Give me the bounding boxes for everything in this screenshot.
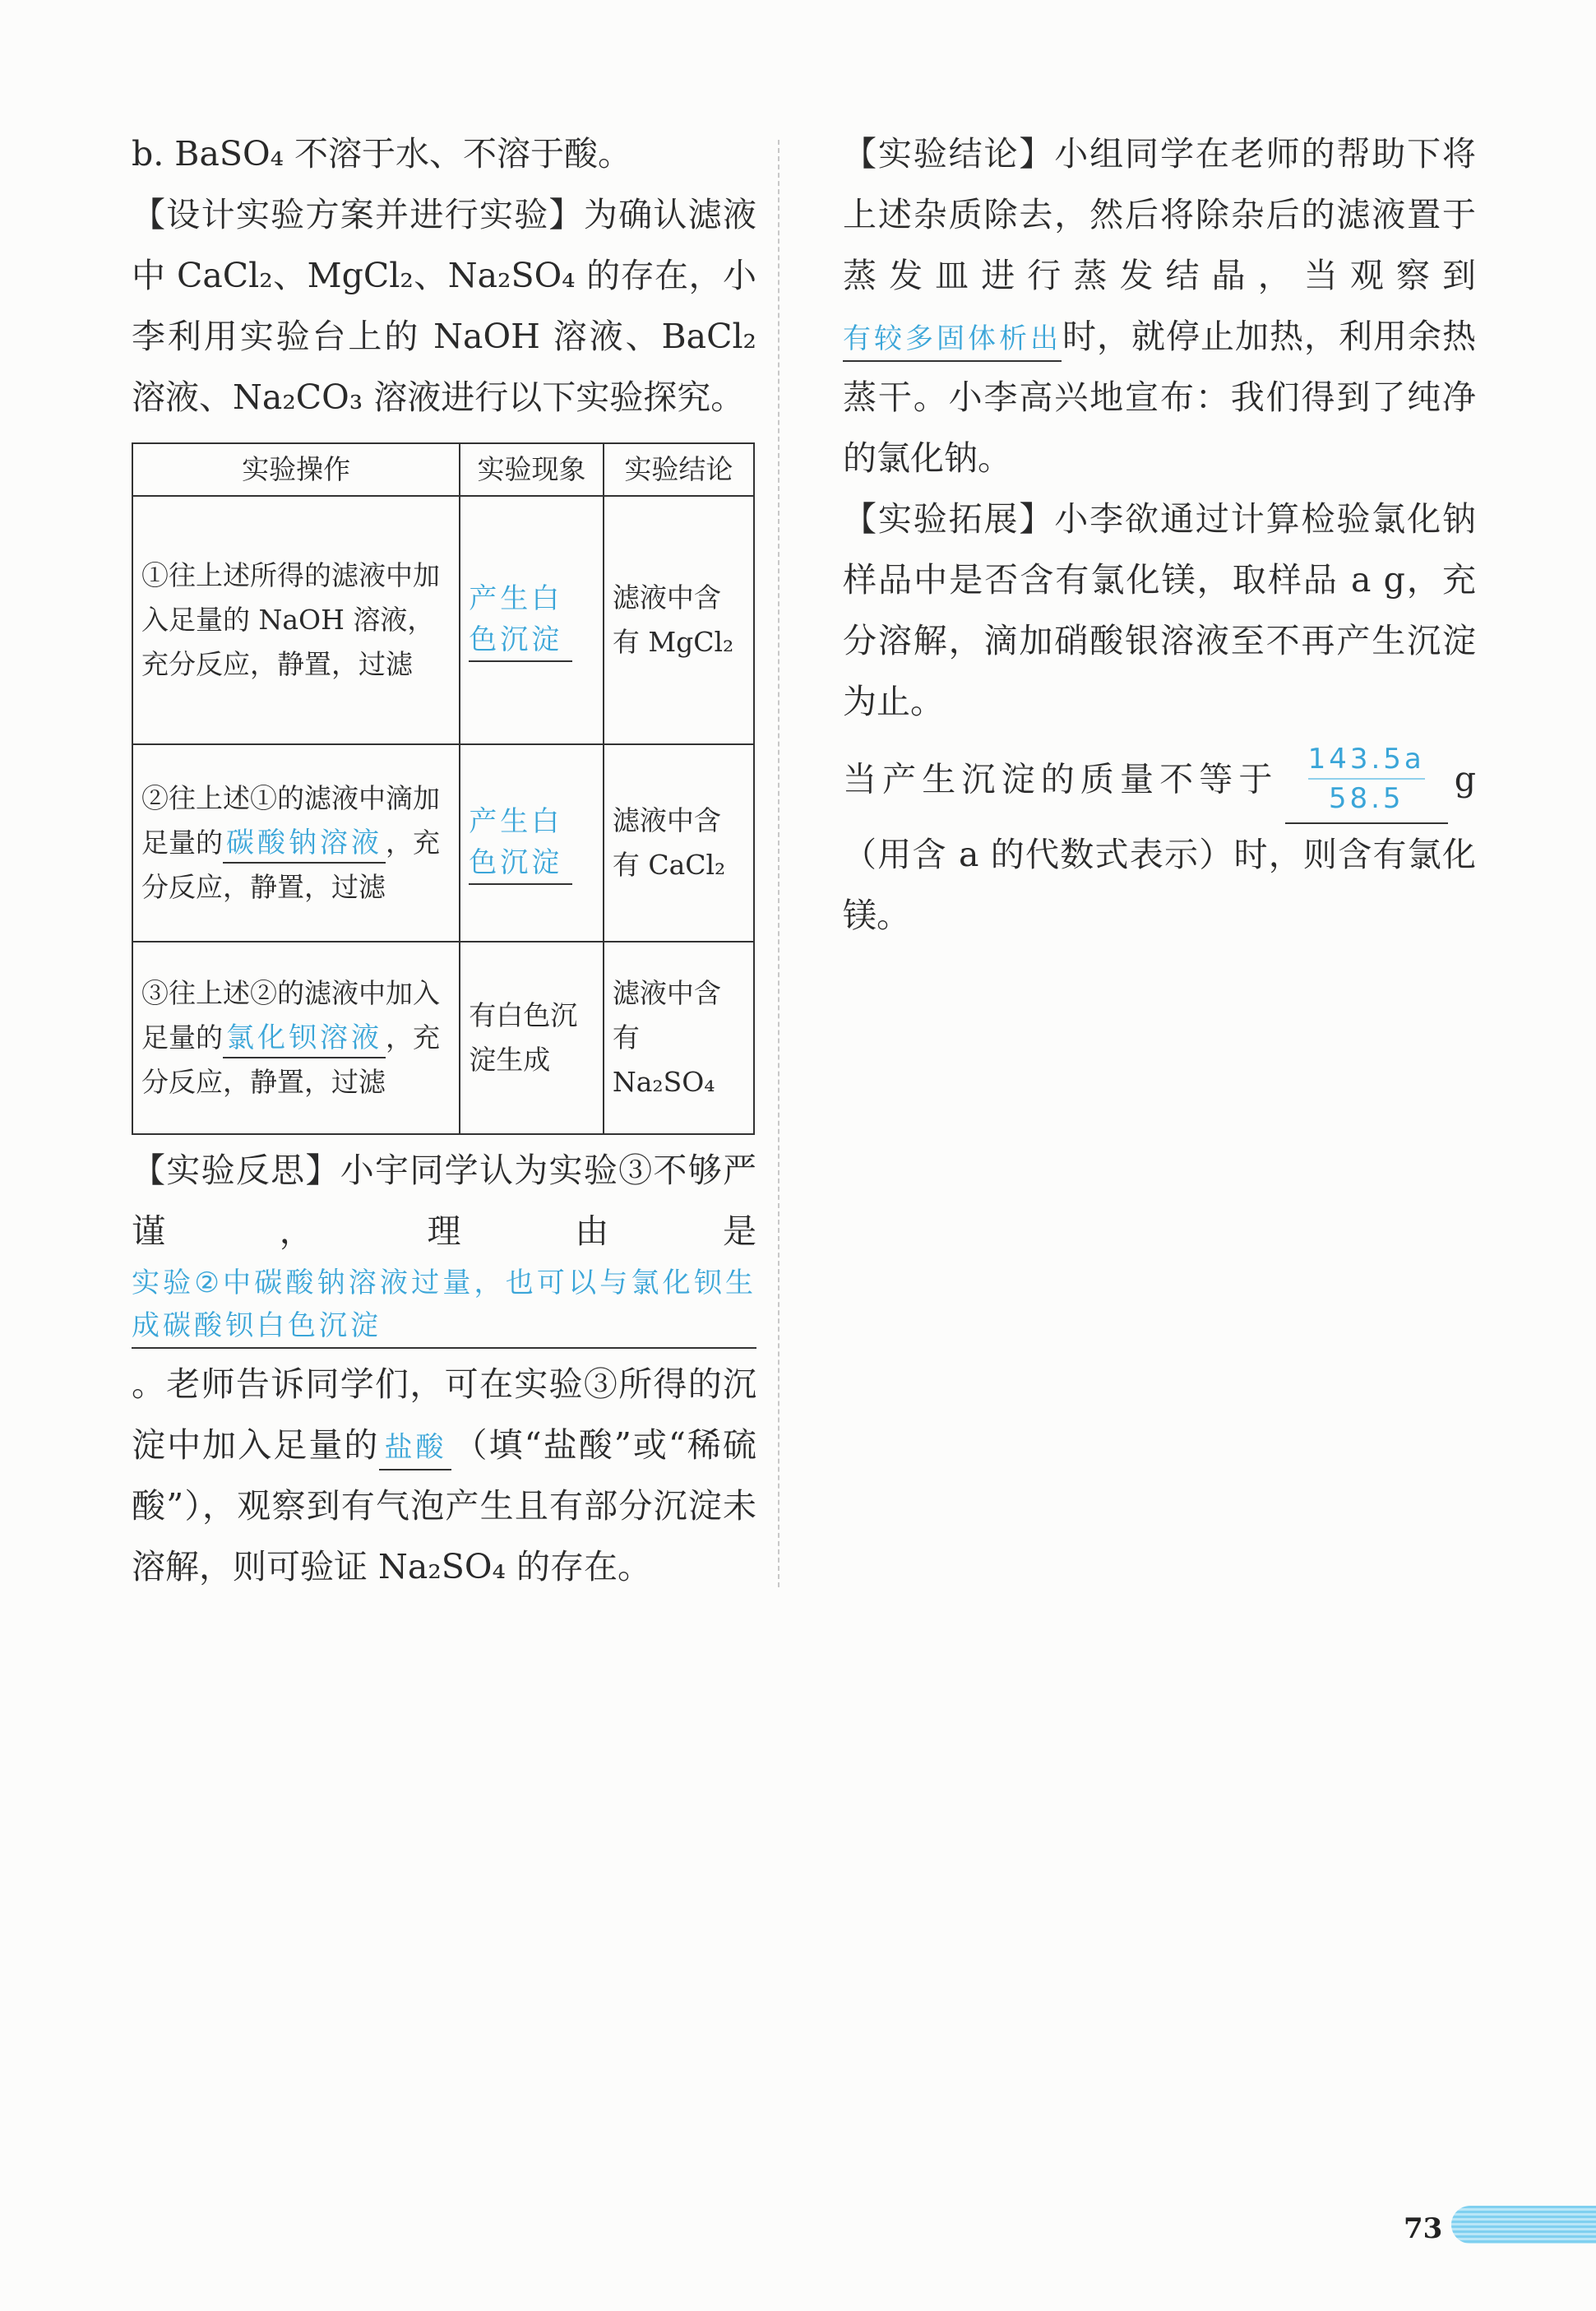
row2-operation-post: ，充分反应，静置，过滤 [141,827,440,903]
row1-phenomenon [460,496,604,744]
page-tab-decoration [1451,2206,1596,2244]
design-paragraph [132,184,756,428]
conclusion-paragraph [843,123,1476,489]
right-column [843,123,1476,946]
reflect-text-3: （填“盐酸”或“稀硫酸”），观察到有气泡产生且有部分沉淀未溶解，则可验证 Na₂SO₄ 的存在。 [132,1425,757,1586]
extend-heading: 【实验拓展】 [843,499,1055,539]
row2-phenomenon-answer: 产生白色沉淀 [469,801,572,885]
row3-operation [132,942,460,1134]
conclusion-text-1: 小组同学在老师的帮助下将上述杂质除去，然后将除杂后的滤液置于蒸发皿进行蒸发结晶，当观察到 [843,134,1477,295]
fraction-numerator: 143.5a [1308,740,1425,780]
header-operation: 实验操作 [132,443,460,496]
row3-operation-pre: ③往上述②的滤液中加入足量的 [141,977,440,1054]
row1-conclusion: 滤液中含有 MgCl₂ [604,496,754,744]
header-conclusion: 实验结论 [604,443,754,496]
row3-operation-post: ，充分反应，静置，过滤 [141,1021,440,1098]
table-row [132,942,754,1134]
row2-operation-answer: 碳酸钠溶液 [223,824,386,864]
row2-operation [132,744,460,942]
note-b: b. BaSO₄ 不溶于水、不溶于酸。 [132,134,632,174]
extend-formula-line [843,740,1476,946]
extend-text-2: 当产生沉淀的质量不等于 [843,759,1279,799]
reflect-heading: 【实验反思】 [132,1151,340,1190]
reflect-answer-2: 盐酸 [379,1426,451,1470]
experiment-table [132,442,755,1135]
row1-operation: ①往上述所得的滤液中加入足量的 NaOH 溶液，充分反应，静置，过滤 [132,496,460,744]
header-phenomenon: 实验现象 [460,443,604,496]
answer-fraction [1285,740,1448,824]
extend-paragraph [843,489,1476,732]
conclusion-text-2: 时，就停止加热，利用余热蒸干。小李高兴地宣布：我们得到了纯净的氯化钠。 [843,317,1476,478]
column-divider [778,140,779,1587]
row2-operation-pre: ②往上述①的滤液中滴加足量的 [141,782,440,859]
reflect-text-1: 小宇同学认为实验③不够严谨，理由是 [132,1151,756,1251]
row3-operation-answer: 氯化钡溶液 [223,1019,386,1058]
row2-conclusion: 滤液中含有 CaCl₂ [604,744,754,942]
left-column [132,123,756,1597]
extend-text-1: 小李欲通过计算检验氯化钠样品中是否含有氯化镁，取样品 a g，充分溶解，滴加硝酸银溶液至不再产生沉淀为止。 [843,499,1477,721]
design-heading: 【设计实验方案并进行实验】 [132,195,584,234]
conclusion-heading: 【实验结论】 [843,134,1055,174]
reflect-text-2: 。老师告诉同学们，可在实验③所得的沉淀中加入足量的 [132,1364,756,1465]
row1-phenomenon-answer: 产生白色沉淀 [469,578,572,662]
row3-conclusion: 滤液中含有 Na₂SO₄ [604,942,754,1134]
page-number: 73 [1404,2212,1443,2245]
table-header-row [132,443,754,496]
fraction-denominator: 58.5 [1328,782,1404,815]
row2-phenomenon [460,744,604,942]
reflect-answer-1: 实验②中碳酸钠溶液过量，也可以与氯化钡生成碳酸钡白色沉淀 [132,1262,756,1349]
reflect-paragraph [132,1140,756,1597]
extend-text-3: g（用含 a 的代数式表示）时，则含有氯化镁。 [843,759,1476,935]
row3-phenomenon: 有白色沉淀生成 [460,942,604,1134]
table-row [132,496,754,744]
design-text: 为确认滤液中 CaCl₂、MgCl₂、Na₂SO₄ 的存在，小李利用实验台上的 NaOH 溶液、BaCl₂ 溶液、Na₂CO₃ 溶液进行以下实验探究。 [132,195,757,417]
conclusion-answer: 有较多固体析出 [843,317,1062,362]
table-row [132,744,754,942]
